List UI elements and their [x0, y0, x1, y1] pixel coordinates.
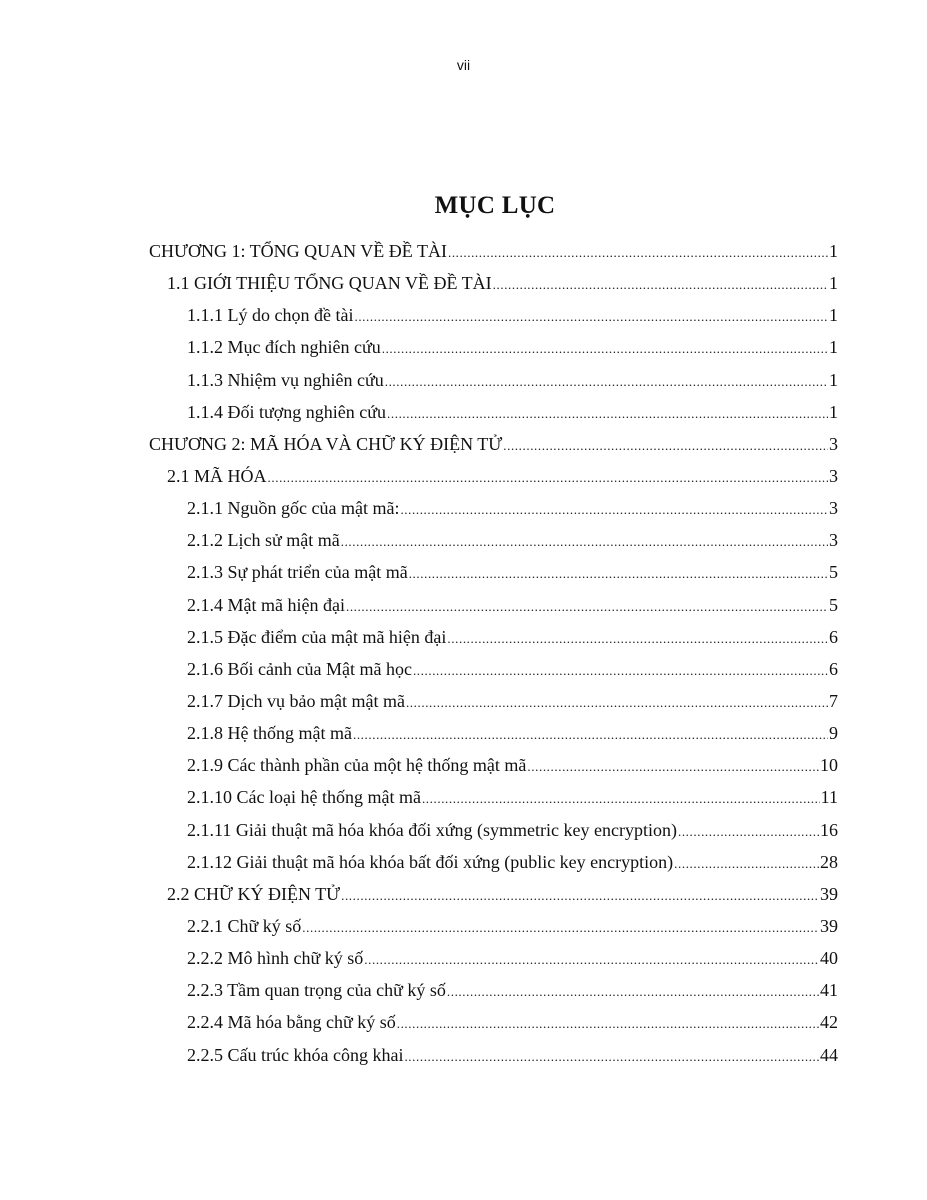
toc-entry[interactable]: [187, 980, 838, 1012]
toc-entry[interactable]: [167, 884, 838, 916]
toc-dot-leader: [527, 759, 819, 775]
toc-entry-label: 1.1.2 Mục đích nghiên cứu: [187, 337, 381, 358]
toc-entry-page-number: 10: [820, 755, 838, 776]
toc-entry-label: CHƯƠNG 1: TỔNG QUAN VỀ ĐỀ TÀI: [149, 241, 447, 261]
toc-entry-label: 1.1 GIỚI THIỆU TỔNG QUAN VỀ ĐỀ TÀI: [167, 273, 492, 294]
toc-entry-label: CHƯƠNG 2: MÃ HÓA VÀ CHỮ KÝ ĐIỆN TỬ: [149, 433, 503, 454]
toc-entry[interactable]: [187, 691, 838, 723]
toc-dot-leader: [387, 406, 828, 422]
toc-entry-label: 2.1 MÃ HÓA: [167, 465, 267, 486]
toc-entry-page-number: 39: [820, 915, 838, 936]
toc-dot-leader: [354, 309, 828, 325]
toc-entry-page-number: 16: [820, 819, 838, 840]
toc-entry-label: 2.2.1 Chữ ký số: [187, 915, 302, 936]
toc-entry[interactable]: [187, 305, 838, 337]
toc-entry-page-number: 7: [829, 690, 838, 711]
toc-entry-page-number: 1: [829, 305, 838, 326]
toc-dot-leader: [448, 245, 828, 261]
toc-entry-label: 2.1.11 Giải thuật mã hóa khóa đối xứng (symmetric key encryption): [187, 819, 677, 840]
toc-title: MỤC LỤC: [434, 192, 556, 219]
toc-entry-page-number: 42: [820, 1012, 838, 1033]
toc-entry[interactable]: [187, 755, 838, 787]
toc-entry-label: 2.1.2 Lịch sử mật mã: [187, 530, 340, 551]
toc-entry[interactable]: [167, 466, 838, 498]
toc-dot-leader: [382, 341, 828, 357]
toc-entry-page-number: 1: [829, 369, 838, 390]
toc-entry[interactable]: [187, 370, 838, 402]
toc-entry-label: 2.1.4 Mật mã hiện đại: [187, 594, 345, 615]
toc-entry[interactable]: [187, 852, 838, 884]
toc-dot-leader: [397, 1016, 819, 1032]
toc-entry-page-number: 41: [820, 980, 838, 1001]
toc-entry[interactable]: [187, 337, 838, 369]
toc-entry[interactable]: [187, 787, 838, 819]
toc-entry[interactable]: [149, 434, 838, 466]
toc-entry-page-number: 3: [829, 465, 838, 486]
toc-entry-label: 2.1.3 Sự phát triển của mật mã: [187, 562, 408, 583]
toc-dot-leader: [447, 631, 828, 647]
toc-entry[interactable]: [187, 498, 838, 530]
toc-entry[interactable]: [187, 402, 838, 434]
toc-entry-page-number: 39: [820, 883, 838, 904]
toc-entry[interactable]: [187, 659, 838, 691]
toc-dot-leader: [353, 727, 828, 743]
toc-entry-label: 2.1.7 Dịch vụ bảo mật mật mã: [187, 690, 405, 711]
toc-dot-leader: [400, 502, 828, 518]
toc-entry-page-number: 5: [829, 562, 838, 583]
toc-entry-page-number: 1: [829, 241, 838, 261]
toc-entry-page-number: 11: [820, 787, 838, 808]
toc-dot-leader: [678, 824, 819, 840]
toc-entry-label: 2.2 CHỮ KÝ ĐIỆN TỬ: [167, 883, 341, 904]
toc-dot-leader: [447, 984, 819, 1000]
toc-dot-leader: [409, 566, 828, 582]
toc-entry[interactable]: [187, 916, 838, 948]
toc-dot-leader: [674, 856, 819, 872]
toc-entry-label: 2.2.3 Tầm quan trọng của chữ ký số: [187, 980, 446, 1001]
toc-entry-page-number: 44: [820, 1044, 838, 1065]
toc-entry-page-number: 40: [820, 948, 838, 969]
toc-dot-leader: [422, 791, 820, 807]
toc-entry-label: 2.1.12 Giải thuật mã hóa khóa bất đối xứng (public key encryption): [187, 851, 674, 872]
toc-entry-label: 2.2.5 Cấu trúc khóa công khai: [187, 1044, 404, 1065]
toc-entry[interactable]: [187, 595, 838, 627]
toc-dot-leader: [385, 374, 828, 390]
toc-dot-leader: [503, 438, 828, 454]
toc-dot-leader: [302, 920, 819, 936]
toc-entry-page-number: 3: [829, 530, 838, 551]
toc-entry-label: 2.2.2 Mô hình chữ ký số: [187, 948, 364, 969]
toc-entry-page-number: 9: [829, 723, 838, 744]
toc-entry-page-number: 1: [829, 337, 838, 358]
toc-entry[interactable]: [187, 627, 838, 659]
toc-dot-leader: [341, 888, 819, 904]
toc-entry-page-number: 28: [820, 851, 838, 872]
toc-entry-page-number: 6: [829, 658, 838, 679]
toc-dot-leader: [346, 599, 828, 615]
toc-entry[interactable]: [187, 1012, 838, 1044]
toc-entry-page-number: 5: [829, 594, 838, 615]
toc-entry-page-number: 1: [829, 401, 838, 422]
toc-entry-label: 1.1.1 Lý do chọn đề tài: [187, 305, 354, 326]
toc-entry-page-number: 3: [829, 498, 838, 519]
toc-dot-leader: [413, 663, 828, 679]
toc-dot-leader: [364, 952, 819, 968]
toc-entry[interactable]: [187, 820, 838, 852]
toc-dot-leader: [493, 277, 828, 293]
toc-entry[interactable]: [149, 241, 838, 273]
toc-dot-leader: [404, 1049, 819, 1065]
toc-entry[interactable]: [187, 562, 838, 594]
toc-entry-label: 2.1.5 Đặc điểm của mật mã hiện đại: [187, 626, 447, 647]
toc-entry-label: 2.1.9 Các thành phần của một hệ thống mật mã: [187, 755, 527, 776]
toc-entry[interactable]: [167, 273, 838, 305]
toc-entry-label: 2.2.4 Mã hóa bằng chữ ký số: [187, 1012, 396, 1033]
toc-entry-label: 1.1.4 Đối tượng nghiên cứu: [187, 401, 387, 422]
toc-entry-label: 2.1.6 Bối cảnh của Mật mã học: [187, 658, 412, 679]
toc-entry-label: 2.1.10 Các loại hệ thống mật mã: [187, 787, 421, 808]
toc-dot-leader: [268, 470, 828, 486]
toc-entry[interactable]: [187, 1045, 838, 1077]
toc-entry[interactable]: [187, 948, 838, 980]
toc-entry-page-number: 1: [829, 273, 838, 294]
toc-entry-page-number: 6: [829, 626, 838, 647]
toc-entry-label: 2.1.1 Nguồn gốc của mật mã:: [187, 498, 400, 519]
table-of-contents: [0, 241, 927, 1077]
toc-dot-leader: [406, 695, 828, 711]
toc-entry-label: 1.1.3 Nhiệm vụ nghiên cứu: [187, 369, 384, 390]
toc-entry[interactable]: [187, 530, 838, 562]
toc-entry-label: 2.1.8 Hệ thống mật mã: [187, 723, 352, 744]
toc-entry[interactable]: [187, 723, 838, 755]
toc-dot-leader: [341, 534, 828, 550]
toc-entry-page-number: 3: [829, 433, 838, 454]
page-number: vii: [456, 57, 471, 73]
